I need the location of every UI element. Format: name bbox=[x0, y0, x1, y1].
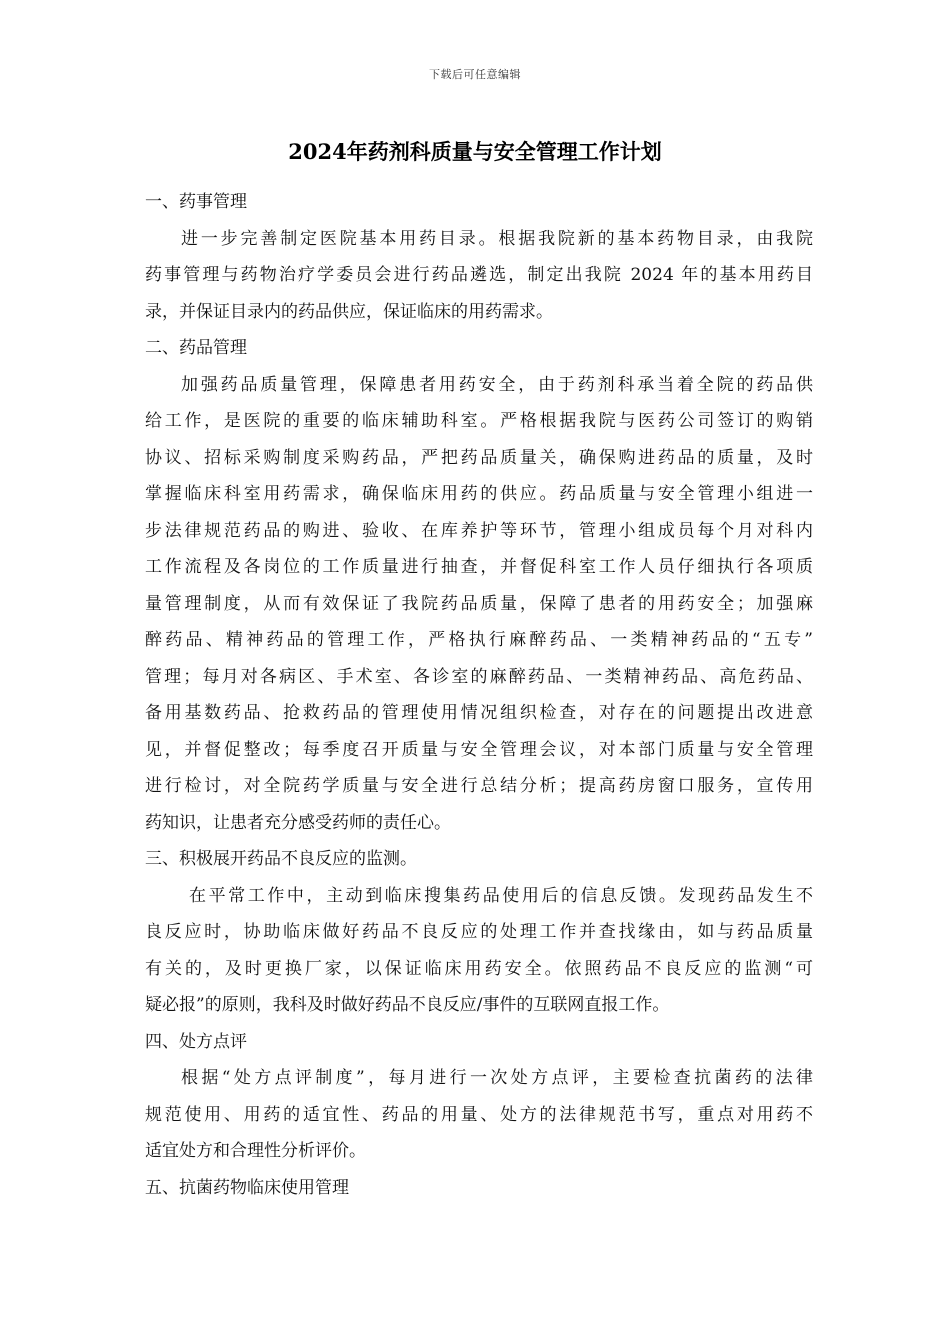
section-3-line: 疑必报”的原则，我科及时做好药品不良反应/事件的互联网直报工作。 bbox=[145, 995, 670, 1015]
document-title: 2024年药剂科质量与安全管理工作计划 bbox=[288, 139, 662, 164]
section-4-line: 规范使用、用药的适宜性、药品的用量、处方的法律规范书写，重点对用药不 bbox=[145, 1104, 813, 1125]
section-2-line: 掌握临床科室用药需求，确保临床用药的供应。药品质量与安全管理小组进一 bbox=[145, 484, 813, 504]
section-heading-3: 三、积极展开药品不良反应的监测。 bbox=[145, 849, 417, 869]
section-1-line: 进一步完善制定医院基本用药目录。根据我院新的基本药物目录，由我院 bbox=[181, 228, 813, 249]
section-2-line: 加强药品质量管理，保障患者用药安全，由于药剂科承当着全院的药品供 bbox=[181, 374, 813, 395]
section-2-line: 给工作，是医院的重要的临床辅助科室。严格根据我院与医药公司签订的购销 bbox=[145, 411, 813, 431]
section-heading-4: 四、处方点评 bbox=[145, 1031, 247, 1052]
section-1-line: 录，并保证目录内的药品供应，保证临床的用药需求。 bbox=[145, 301, 553, 322]
section-2-line: 进行检讨，对全院药学质量与安全进行总结分析；提高药房窗口服务，宣传用 bbox=[145, 776, 813, 796]
section-2-line: 工作流程及各岗位的工作质量进行抽查，并督促科室工作人员仔细执行各项质 bbox=[145, 557, 813, 577]
section-3-line: 有关的，及时更换厂家，以保证临床用药安全。依照药品不良反应的监测“可 bbox=[145, 958, 813, 979]
section-4-line: 根据“处方点评制度”，每月进行一次处方点评，主要检查抗菌药的法律 bbox=[181, 1068, 813, 1088]
section-3-line: 在平常工作中，主动到临床搜集药品使用后的信息反馈。发现药品发生不 bbox=[189, 885, 813, 906]
section-heading-1: 一、药事管理 bbox=[145, 192, 247, 212]
document-body bbox=[145, 184, 813, 1206]
section-2-line: 醉药品、精神药品的管理工作，严格执行麻醉药品、一类精神药品的“五专” bbox=[145, 630, 813, 650]
section-2-line: 量管理制度，从而有效保证了我院药品质量，保障了患者的用药安全；加强麻 bbox=[145, 593, 813, 614]
section-2-line: 见，并督促整改；每季度召开质量与安全管理会议，对本部门质量与安全管理 bbox=[145, 739, 813, 760]
section-heading-5: 五、抗菌药物临床使用管理 bbox=[145, 1177, 349, 1198]
section-2-line: 管理；每月对各病区、手术室、各诊室的麻醉药品、一类精神药品、高危药品、 bbox=[145, 666, 813, 687]
section-2-line: 步法律规范药品的购进、验收、在库养护等环节，管理小组成员每个月对科内 bbox=[145, 520, 813, 541]
section-2-line: 协议、招标采购制度采购药品，严把药品质量关，确保购进药品的质量，及时 bbox=[145, 447, 813, 468]
section-4-line: 适宜处方和合理性分析评价。 bbox=[145, 1141, 366, 1161]
section-2-line: 药知识，让患者充分感受药师的责任心。 bbox=[145, 812, 451, 833]
section-heading-2: 二、药品管理 bbox=[145, 338, 247, 358]
header-note: 下载后可任意编辑 bbox=[429, 68, 521, 81]
section-2-line: 备用基数药品、抢救药品的管理使用情况组织检查，对存在的问题提出改进意 bbox=[145, 703, 813, 723]
section-3-line: 良反应时，协助临床做好药品不良反应的处理工作并查找缘由，如与药品质量 bbox=[145, 922, 813, 942]
section-1-line: 药事管理与药物治疗学委员会进行药品遴选，制定出我院 2024 年的基本用药目 bbox=[145, 265, 813, 285]
